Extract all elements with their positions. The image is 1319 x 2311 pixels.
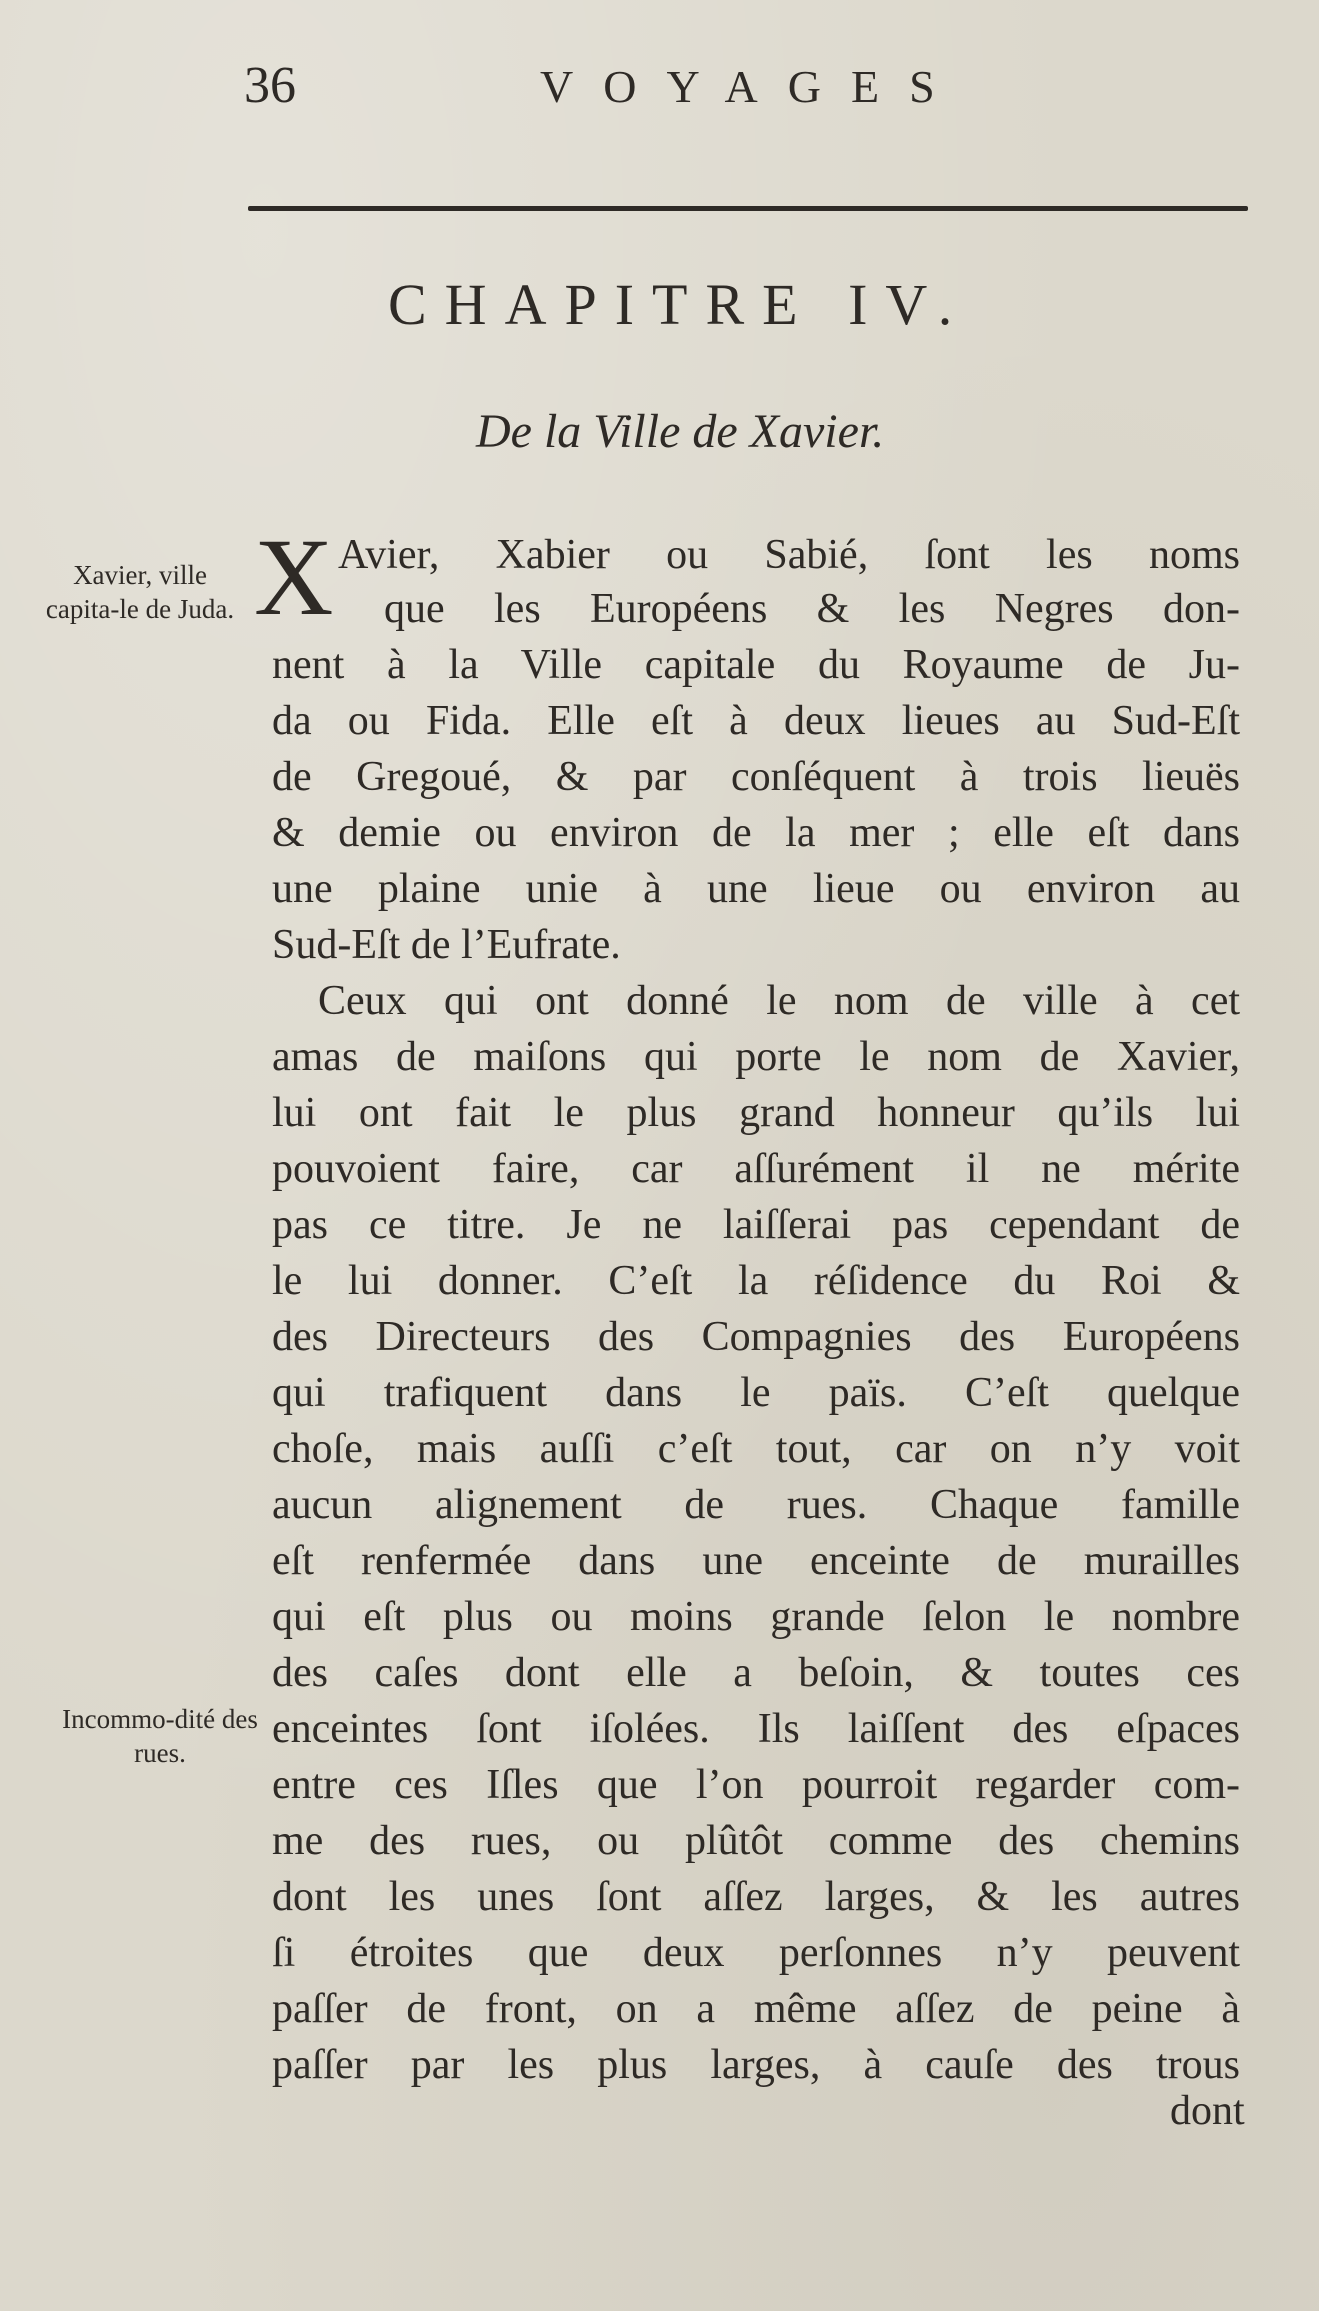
body-line: amas de maiſons qui porte le nom de Xavier, xyxy=(272,1034,1240,1080)
margin-note-xavier: Xavier, ville capita-le de Juda. xyxy=(45,560,235,624)
chapter-subtitle: De la Ville de Xavier. xyxy=(476,405,885,458)
body-line: dont les unes ſont aſſez larges, & les autres xyxy=(272,1874,1240,1920)
body-line: Sud-Eſt de l’Eufrate. xyxy=(272,922,621,968)
body-line: qui eſt plus ou moins grande ſelon le nombre xyxy=(272,1594,1240,1640)
body-line: le lui donner. C’eſt la réſidence du Roi & xyxy=(272,1258,1240,1304)
body-line: eſt renfermée dans une enceinte de murailles xyxy=(272,1538,1240,1584)
body-line: aucun alignement de rues. Chaque famille xyxy=(272,1482,1240,1528)
header-rule xyxy=(248,206,1248,211)
body-line: & demie ou environ de la mer ; elle eſt dans xyxy=(272,810,1240,856)
drop-cap: X xyxy=(254,516,334,638)
body-line: entre ces Iſles que l’on pourroit regarder com- xyxy=(272,1762,1240,1808)
body-line: que les Européens & les Negres don- xyxy=(384,586,1240,632)
body-line: des Directeurs des Compagnies des Européens xyxy=(272,1314,1240,1360)
body-line: choſe, mais auſſi c’eſt tout, car on n’y voit xyxy=(272,1426,1240,1472)
body-line: des caſes dont elle a beſoin, & toutes ces xyxy=(272,1650,1240,1696)
catchword: dont xyxy=(1170,2088,1245,2134)
body-line: qui trafiquent dans le païs. C’eſt quelque xyxy=(272,1370,1240,1416)
body-line: une plaine unie à une lieue ou environ au xyxy=(272,866,1240,912)
margin-note-incommodite: Incommo-dité des rues. xyxy=(62,1704,258,1768)
body-line: enceintes ſont iſolées. Ils laiſſent des eſpaces xyxy=(272,1706,1240,1752)
body-line: pouvoient faire, car aſſurément il ne mérite xyxy=(272,1146,1240,1192)
body-line: ſi étroites que deux perſonnes n’y peuvent xyxy=(272,1930,1240,1976)
body-line: da ou Fida. Elle eſt à deux lieues au Sud-Eſt xyxy=(272,698,1240,744)
body-line: Ceux qui ont donné le nom de ville à cet xyxy=(318,978,1240,1024)
body-line: nent à la Ville capitale du Royaume de Ju- xyxy=(272,642,1240,688)
body-line: pas ce titre. Je ne laiſſerai pas cependant de xyxy=(272,1202,1240,1248)
page-number: 36 xyxy=(244,57,296,114)
chapter-title: CHAPITRE IV. xyxy=(388,272,971,337)
body-line: paſſer de front, on a même aſſez de peine à xyxy=(272,1986,1240,2032)
running-title: VOYAGES xyxy=(540,61,965,112)
body-line: de Gregoué, & par conſéquent à trois lieuës xyxy=(272,754,1240,800)
body-line: paſſer par les plus larges, à cauſe des trous xyxy=(272,2042,1240,2088)
body-line: me des rues, ou plûtôt comme des chemins xyxy=(272,1818,1240,1864)
body-line: lui ont fait le plus grand honneur qu’ils lui xyxy=(272,1090,1240,1136)
body-line: Avier, Xabier ou Sabié, ſont les noms xyxy=(338,532,1240,578)
